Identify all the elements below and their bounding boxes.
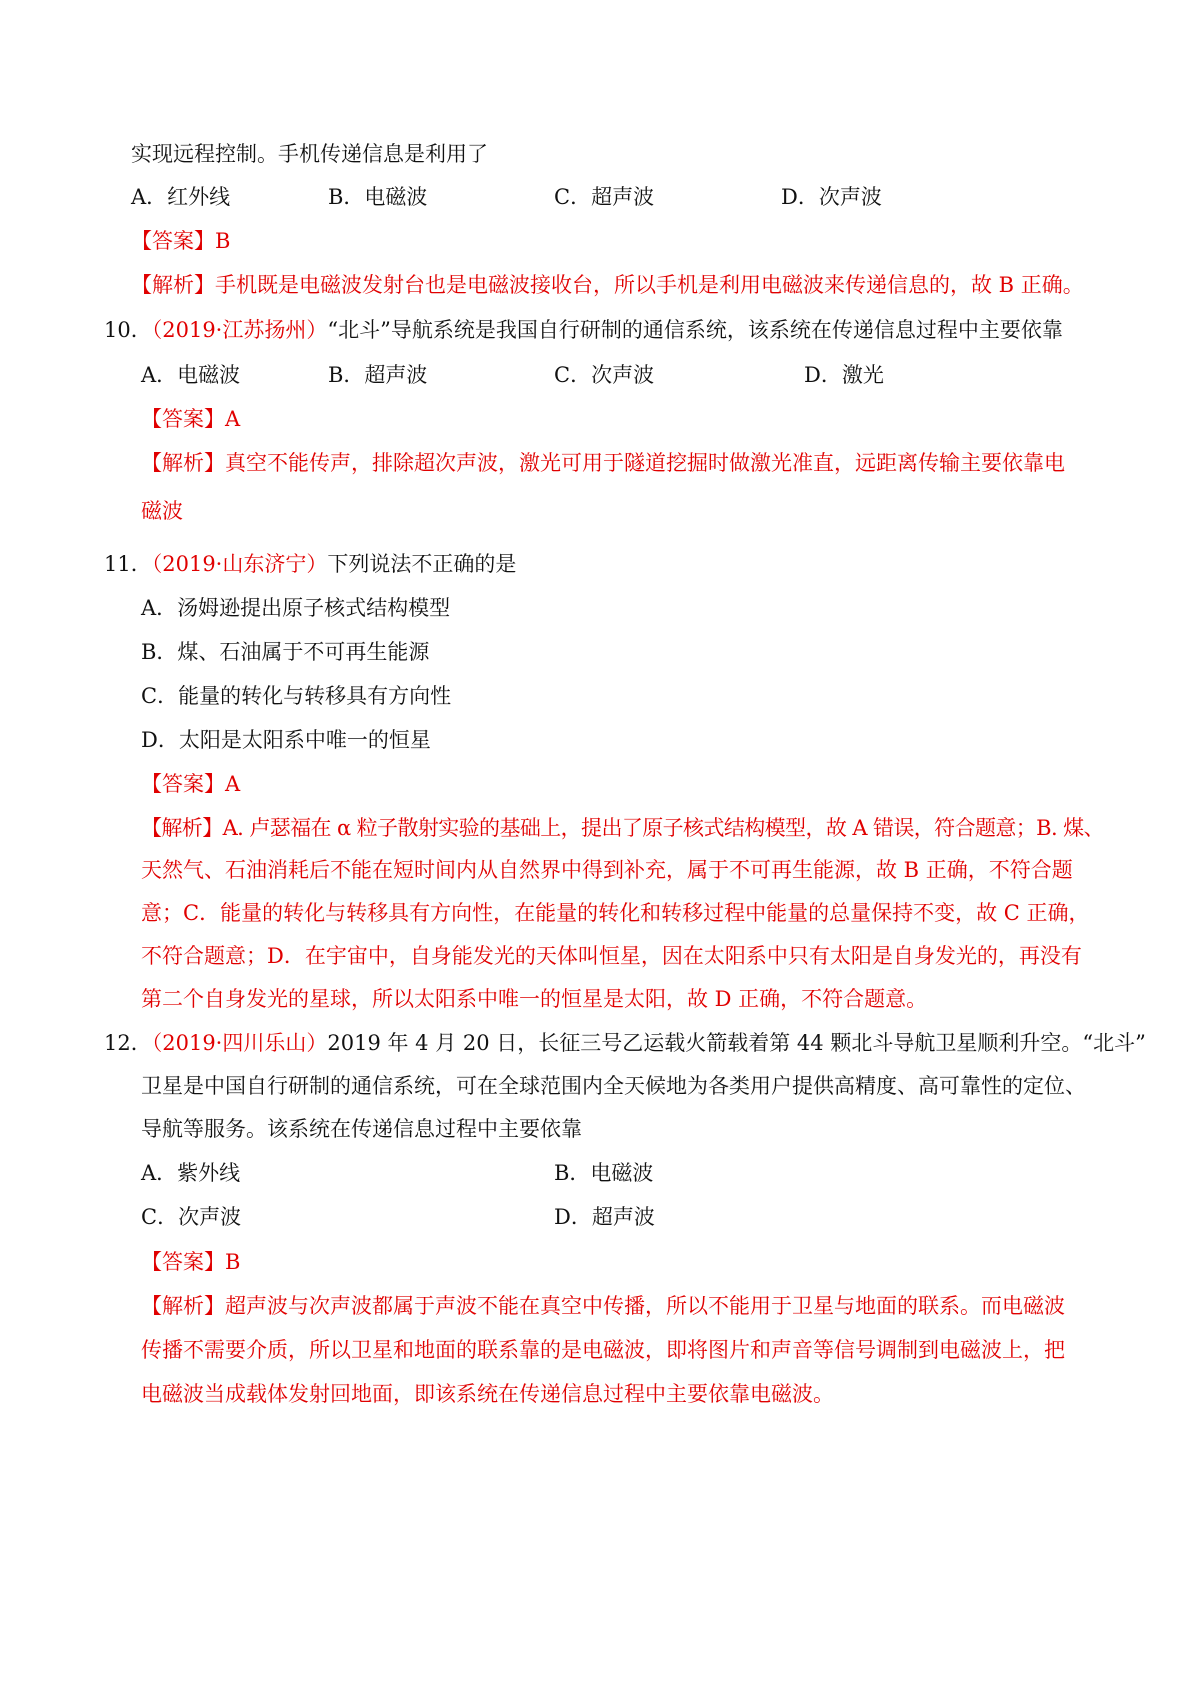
q12-analysis-line-2: 传播不需要介质，所以卫星和地面的联系靠的是电磁波，即将图片和声音等信号调制到电磁波上，把 — [141, 1338, 1065, 1362]
q10-option-b: B．超声波 — [328, 363, 428, 387]
answer-value: B — [215, 229, 231, 253]
question-source: （2019·江苏扬州） — [151, 318, 328, 342]
q9-analysis — [131, 270, 1084, 300]
analysis-tag: 【解析】 — [141, 1294, 225, 1318]
q11-option-b: B．煤、石油属于不可再生能源 — [141, 640, 430, 664]
q12-analysis-line-3: 电磁波当成载体发射回地面，即该系统在传递信息过程中主要依靠电磁波。 — [141, 1382, 834, 1406]
question-source: （2019·四川乐山） — [151, 1031, 328, 1055]
question-source: （2019·山东济宁） — [151, 552, 328, 576]
q12-option-a: A．紫外线 — [141, 1161, 241, 1185]
q12-analysis-line-1 — [141, 1291, 1065, 1321]
q12-option-b: B．电磁波 — [554, 1161, 654, 1185]
answer-tag: 【答案】 — [141, 772, 225, 796]
answer-tag: 【答案】 — [131, 229, 215, 253]
q10-option-c: C．次声波 — [554, 363, 655, 387]
q11-answer — [141, 769, 240, 799]
question-number: 10． — [104, 318, 152, 342]
q11-option-a: A．汤姆逊提出原子核式结构模型 — [141, 596, 451, 620]
analysis-tag: 【解析】 — [131, 273, 215, 297]
q12-option-d: D．超声波 — [554, 1205, 655, 1229]
q9-option-c: C．超声波 — [554, 185, 655, 209]
answer-tag: 【答案】 — [141, 407, 225, 431]
q12-stem-line-2: 卫星是中国自行研制的通信系统，可在全球范围内全天候地为各类用户提供高精度、高可靠性的定位、 — [141, 1074, 1086, 1098]
q9-option-b: B．电磁波 — [328, 185, 428, 209]
q12-stem-line-3: 导航等服务。该系统在传递信息过程中主要依靠 — [141, 1117, 582, 1141]
q11-option-c: C．能量的转化与转移具有方向性 — [141, 684, 452, 708]
q9-answer — [131, 226, 230, 256]
analysis-text: 手机既是电磁波发射台也是电磁波接收台，所以手机是利用电磁波来传递信息的，故 B 正确。 — [215, 273, 1084, 297]
question-stem: “北斗”导航系统是我国自行研制的通信系统，该系统在传递信息过程中主要依靠 — [327, 318, 1063, 342]
q12-option-c: C．次声波 — [141, 1205, 242, 1229]
q10-answer — [141, 404, 240, 434]
q11-analysis-line-5: 第二个自身发光的星球，所以太阳系中唯一的恒星是太阳，故 D 正确，不符合题意。 — [141, 987, 928, 1011]
question-number: 11． — [104, 552, 152, 576]
answer-tag: 【答案】 — [141, 1250, 225, 1274]
q10-option-d: D．激光 — [804, 363, 884, 387]
q9-option-a: A．红外线 — [131, 185, 231, 209]
analysis-text: 超声波与次声波都属于声波不能在真空中传播，所以不能用于卫星与地面的联系。而电磁波 — [225, 1294, 1065, 1318]
analysis-tag: 【解析】 — [141, 451, 225, 475]
q11-analysis-line-4: 不符合题意；D．在宇宙中，自身能发光的天体叫恒星，因在太阳系中只有太阳是自身发光的，再没有 — [141, 944, 1082, 968]
question-12 — [104, 1028, 1146, 1058]
answer-value: B — [225, 1250, 241, 1274]
q10-analysis-line-2: 磁波 — [141, 499, 183, 523]
question-11 — [104, 549, 516, 579]
q9-option-d: D．次声波 — [781, 185, 882, 209]
q11-analysis-line-3: 意；C．能量的转化与转移具有方向性，在能量的转化和转移过程中能量的总量保持不变，故 C 正确， — [141, 901, 1090, 925]
analysis-text: 真空不能传声，排除超次声波，激光可用于隧道挖掘时做激光准直，远距离传输主要依靠电 — [225, 451, 1065, 475]
analysis-text: A. 卢瑟福在 α 粒子散射实验的基础上，提出了原子核式结构模型，故 A 错误，符合题意；B. 煤、 — [222, 816, 1104, 840]
q12-answer — [141, 1247, 240, 1277]
q10-option-a: A．电磁波 — [141, 363, 241, 387]
question-10 — [104, 315, 1063, 345]
question-stem: 下列说法不正确的是 — [327, 552, 517, 576]
analysis-tag: 【解析】 — [141, 816, 223, 840]
question-stem-line-1: 2019 年 4 月 20 日，长征三号乙运载火箭载着第 44 颗北斗导航卫星顺利升空。“北斗” — [327, 1031, 1146, 1055]
q11-analysis-line-2: 天然气、石油消耗后不能在短时间内从自然界中得到补充，属于不可再生能源，故 B 正确，不符合题 — [141, 858, 1073, 882]
question-number: 12． — [104, 1031, 152, 1055]
answer-value: A — [225, 407, 241, 431]
answer-value: A — [225, 772, 241, 796]
q11-analysis-line-1 — [141, 813, 1104, 843]
question-9-stem: 实现远程控制。手机传递信息是利用了 — [131, 142, 488, 166]
q10-analysis-line-1 — [141, 448, 1065, 478]
q11-option-d: D．太阳是太阳系中唯一的恒星 — [141, 728, 431, 752]
